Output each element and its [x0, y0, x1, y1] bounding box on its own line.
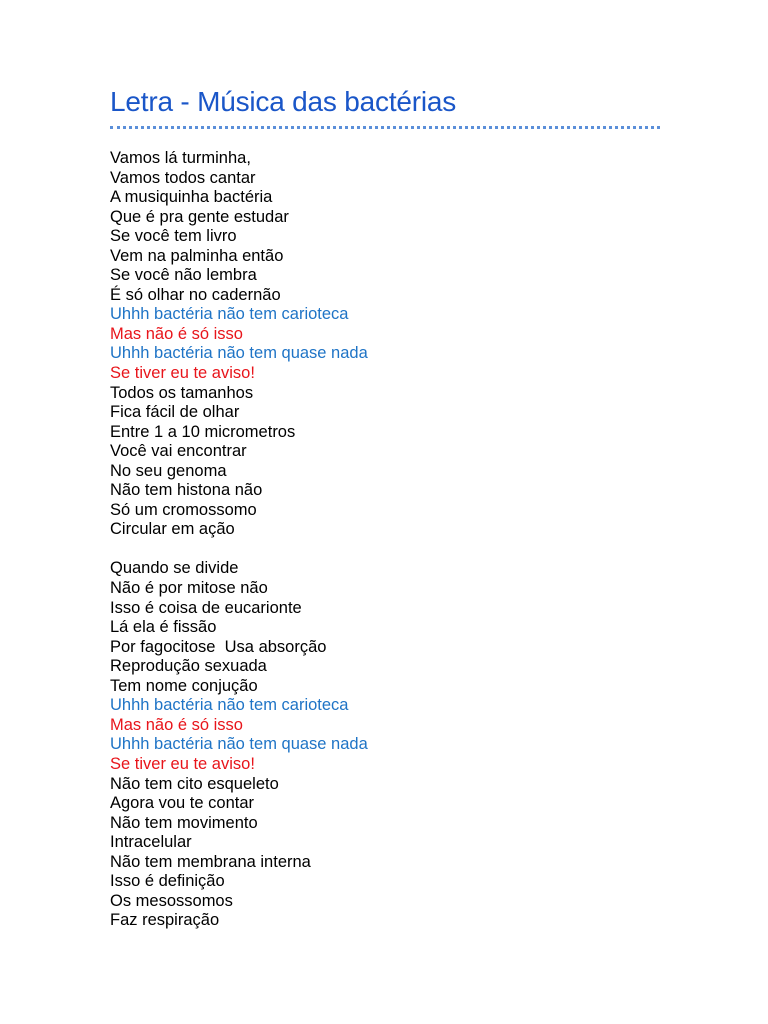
lyric-line: Todos os tamanhos: [110, 383, 254, 402]
lyric-line: No seu genoma: [110, 461, 227, 480]
lyric-line: Uhhh bactéria não tem carioteca: [110, 305, 349, 324]
lyrics-list: [110, 149, 670, 931]
lyric-line: Quando se divide: [110, 559, 239, 578]
lyric-line: Não tem membrana interna: [110, 852, 311, 871]
lyric-line: Isso é definição: [110, 872, 225, 891]
lyric-line: A musiquinha bactéria: [110, 188, 273, 207]
lyric-line: Se tiver eu te aviso!: [110, 364, 255, 383]
lyric-line: Que é pra gente estudar: [110, 207, 289, 226]
lyric-line: Isso é coisa de eucarionte: [110, 598, 302, 617]
lyric-line: Não tem cito esqueleto: [110, 774, 279, 793]
lyric-line: Vamos lá turminha,: [110, 149, 251, 167]
lyric-line: Circular em ação: [110, 520, 235, 539]
lyric-line: Uhhh bactéria não tem carioteca: [110, 696, 349, 715]
lyric-line: Os mesossomos: [110, 891, 233, 910]
lyric-line: É só olhar no cadernão: [110, 285, 281, 304]
lyric-line: Intracelular: [110, 833, 192, 852]
lyric-line: Uhhh bactéria não tem quase nada: [110, 735, 368, 754]
lyric-line: Por fagocitose Usa absorção: [110, 637, 327, 656]
lyric-line: Mas não é só isso: [110, 715, 243, 734]
lyric-line: Reprodução sexuada: [110, 657, 267, 676]
lyric-line: Vem na palminha então: [110, 246, 284, 265]
lyric-line: Não é por mitose não: [110, 579, 268, 598]
lyric-line: Agora vou te contar: [110, 794, 255, 813]
page-title: Letra - Música das bactérias: [110, 86, 457, 117]
lyric-line: Mas não é só isso: [110, 324, 243, 343]
stanza-break: [110, 540, 670, 560]
lyric-line: Se você não lembra: [110, 266, 257, 285]
dotted-divider: [110, 126, 660, 129]
lyric-line: Lá ela é fissão: [110, 618, 217, 637]
lyric-line: Só um cromossomo: [110, 500, 257, 519]
lyric-line: Uhhh bactéria não tem quase nada: [110, 344, 368, 363]
lyric-line: Faz respiração: [110, 911, 220, 930]
lyric-line: Vamos todos cantar: [110, 168, 256, 187]
lyric-line: Fica fácil de olhar: [110, 403, 240, 422]
lyric-line: Você vai encontrar: [110, 442, 247, 461]
lyric-line: Entre 1 a 10 micrometros: [110, 422, 296, 441]
lyric-line: Não tem histona não: [110, 481, 263, 500]
lyric-line: Se você tem livro: [110, 227, 237, 246]
lyric-line: Não tem movimento: [110, 813, 258, 832]
lyric-line: Tem nome conjução: [110, 676, 258, 695]
lyric-line: Se tiver eu te aviso!: [110, 754, 255, 773]
